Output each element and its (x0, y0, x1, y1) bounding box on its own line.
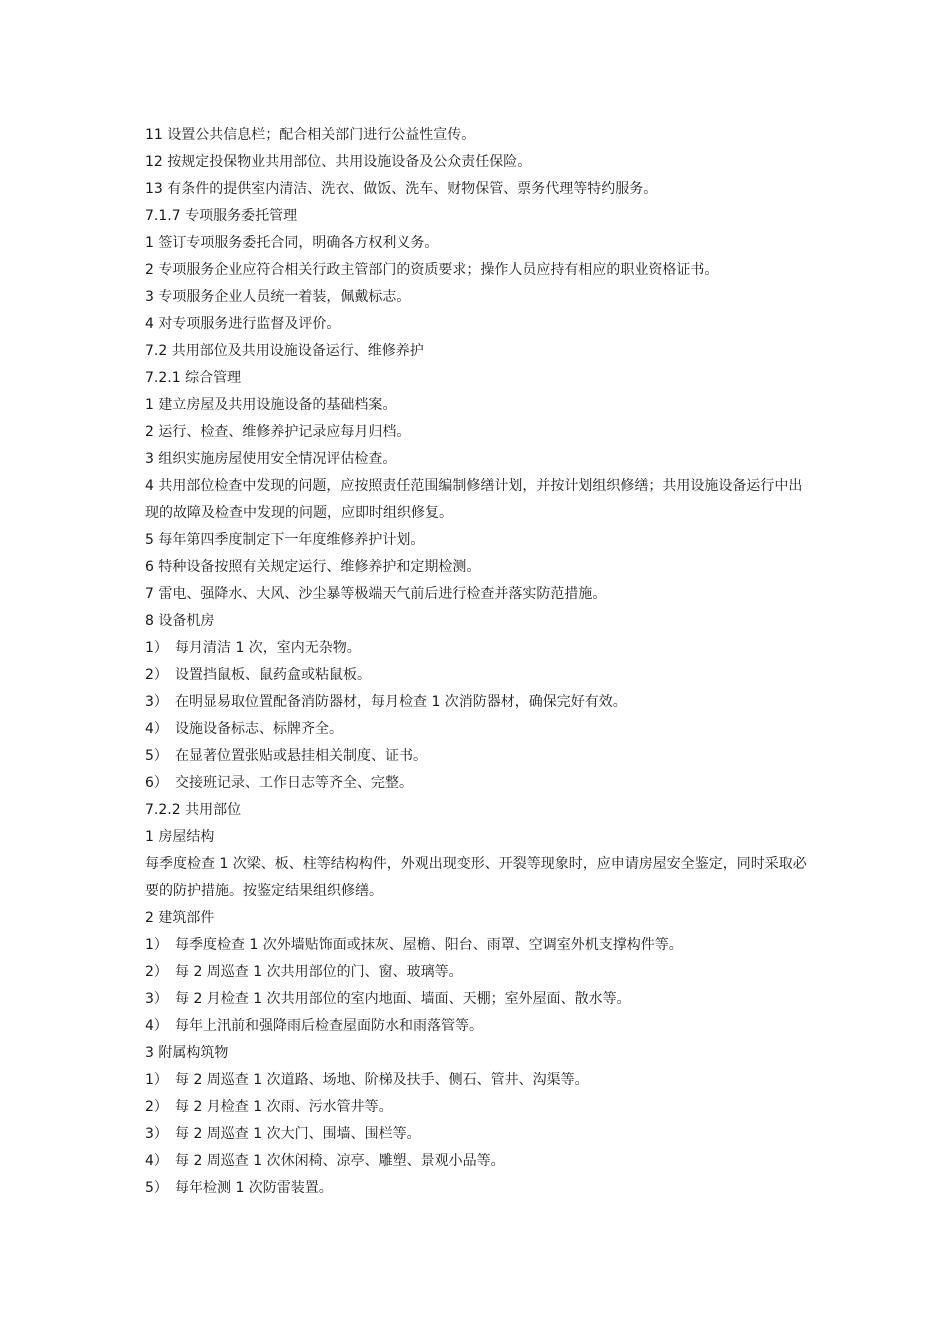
item-7-2-1-4: 4 共用部位检查中发现的问题，应按照责任范围编制修缮计划，并按计划组织修缮；共用设施设备运行中出现的故障及检查中发现的问题，应即时组织修复。 (145, 478, 803, 521)
list-text: 每月清洁 1 次，室内无杂物。 (175, 640, 361, 656)
list-text: 每年检测 1 次防雷装置。 (175, 1180, 333, 1196)
item-13: 13 有条件的提供室内清洁、洗衣、做饭、洗车、财物保管、票务代理等特约服务。 (145, 181, 658, 197)
list-number: 1） (145, 640, 168, 656)
item-7-1-7-1: 1 签订专项服务委托合同，明确各方权利义务。 (145, 235, 439, 251)
list-text: 每 2 月检查 1 次雨、污水管井等。 (175, 1099, 393, 1115)
item-7-2-1-3: 3 组织实施房屋使用安全情况评估检查。 (145, 451, 397, 467)
ancillary-item (145, 1098, 810, 1116)
item-7-1-7-4: 4 对专项服务进行监督及评价。 (145, 316, 341, 332)
machine-room-item (145, 639, 810, 657)
machine-room-item (145, 693, 810, 711)
list-number: 3） (145, 694, 168, 710)
machine-room-item (145, 774, 810, 792)
item-7-2-1-5: 5 每年第四季度制定下一年度维修养护计划。 (145, 532, 425, 548)
list-text: 设置挡鼠板、鼠药盒或粘鼠板。 (175, 667, 371, 683)
list-text: 设施设备标志、标牌齐全。 (175, 721, 343, 737)
list-text: 在显著位置张贴或悬挂相关制度、证书。 (175, 748, 427, 764)
building-parts-item (145, 1017, 810, 1035)
list-number: 2） (145, 667, 168, 683)
list-number: 3） (145, 991, 168, 1007)
list-text: 每 2 周巡查 1 次道路、场地、阶梯及扶手、侧石、管井、沟渠等。 (175, 1072, 589, 1088)
building-parts-item (145, 936, 810, 954)
building-parts-heading: 2 建筑部件 (145, 910, 215, 926)
list-number: 1） (145, 937, 168, 953)
building-parts-item (145, 963, 810, 981)
list-number: 3） (145, 1126, 168, 1142)
list-number: 4） (145, 721, 168, 737)
ancillary-item (145, 1179, 810, 1197)
list-text: 交接班记录、工作日志等齐全、完整。 (175, 775, 413, 791)
list-text: 每 2 月检查 1 次共用部位的室内地面、墙面、天棚；室外屋面、散水等。 (175, 991, 631, 1007)
item-7-2-1-8-heading: 8 设备机房 (145, 613, 215, 629)
list-number: 4） (145, 1153, 168, 1169)
list-number: 2） (145, 964, 168, 980)
house-structure-heading: 1 房屋结构 (145, 829, 215, 845)
list-text: 每 2 周巡查 1 次共用部位的门、窗、玻璃等。 (175, 964, 463, 980)
list-text: 在明显易取位置配备消防器材，每月检查 1 次消防器材，确保完好有效。 (175, 694, 627, 710)
list-number: 4） (145, 1018, 168, 1034)
section-heading-7-1-7: 7.1.7 专项服务委托管理 (145, 208, 298, 224)
list-number: 6） (145, 775, 168, 791)
item-7-1-7-3: 3 专项服务企业人员统一着装，佩戴标志。 (145, 289, 411, 305)
list-text: 每季度检查 1 次外墙贴饰面或抹灰、屋檐、阳台、雨罩、空调室外机支撑构件等。 (175, 937, 683, 953)
list-number: 5） (145, 748, 168, 764)
ancillary-heading: 3 附属构筑物 (145, 1045, 229, 1061)
house-structure-text: 每季度检查 1 次梁、板、柱等结构构件，外观出现变形、开裂等现象时，应申请房屋安全鉴定，同时采取必要的防护措施。按鉴定结果组织修缮。 (145, 856, 807, 899)
item-7-2-1-6: 6 特种设备按照有关规定运行、维修养护和定期检测。 (145, 559, 481, 575)
item-12: 12 按规定投保物业共用部位、共用设施设备及公众责任保险。 (145, 154, 532, 170)
item-7-2-1-7: 7 雷电、强降水、大风、沙尘暴等极端天气前后进行检查并落实防范措施。 (145, 586, 607, 602)
list-number: 2） (145, 1099, 168, 1115)
ancillary-item (145, 1125, 810, 1143)
machine-room-item (145, 666, 810, 684)
list-text: 每年上汛前和强降雨后检查屋面防水和雨落管等。 (175, 1018, 483, 1034)
list-number: 1） (145, 1072, 168, 1088)
list-text: 每 2 周巡查 1 次大门、围墙、围栏等。 (175, 1126, 421, 1142)
item-7-2-1-2: 2 运行、检查、维修养护记录应每月归档。 (145, 424, 411, 440)
section-heading-7-2: 7.2 共用部位及共用设施设备运行、维修养护 (145, 343, 424, 359)
section-heading-7-2-2: 7.2.2 共用部位 (145, 802, 242, 818)
machine-room-item (145, 720, 810, 738)
list-text: 每 2 周巡查 1 次休闲椅、凉亭、雕塑、景观小品等。 (175, 1153, 505, 1169)
ancillary-item (145, 1071, 810, 1089)
machine-room-item (145, 747, 810, 765)
section-heading-7-2-1: 7.2.1 综合管理 (145, 370, 242, 386)
building-parts-item (145, 990, 810, 1008)
item-11: 11 设置公共信息栏；配合相关部门进行公益性宣传。 (145, 127, 476, 143)
ancillary-item (145, 1152, 810, 1170)
item-7-2-1-1: 1 建立房屋及共用设施设备的基础档案。 (145, 397, 397, 413)
list-number: 5） (145, 1180, 168, 1196)
item-7-1-7-2: 2 专项服务企业应符合相关行政主管部门的资质要求；操作人员应持有相应的职业资格证书。 (145, 262, 719, 278)
